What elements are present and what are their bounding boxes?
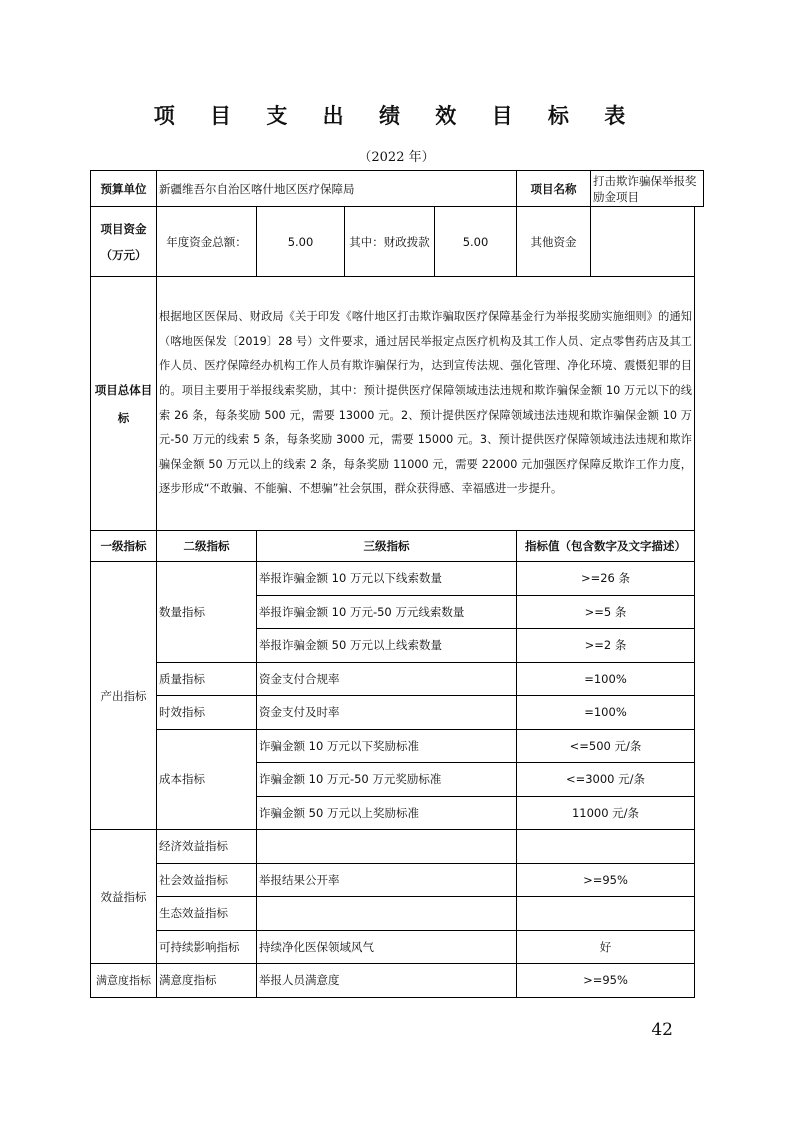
benefit-label: 效益指标 xyxy=(91,830,157,964)
budget-unit-value: 新疆维吾尔自治区喀什地区医疗保障局 xyxy=(157,171,517,207)
budget-unit-row xyxy=(91,171,704,207)
output-label: 产出指标 xyxy=(91,562,157,830)
level3-header: 三级指标 xyxy=(257,531,517,562)
quantity-label: 数量指标 xyxy=(157,562,257,663)
indicator-name xyxy=(257,830,517,864)
indicator-value: =100% xyxy=(517,696,695,730)
indicator-value: >=5 条 xyxy=(517,595,695,629)
table-row xyxy=(91,897,704,931)
funds-label-line1: 项目资金 xyxy=(100,221,147,236)
table-row xyxy=(91,729,704,763)
table-row xyxy=(91,562,704,596)
indicator-name: 持续净化医保领域风气 xyxy=(257,930,517,964)
satisfaction-label: 满意度指标 xyxy=(91,964,157,998)
goal-label: 项目总体目标 xyxy=(91,277,157,531)
benefit-level2: 社会效益指标 xyxy=(157,863,257,897)
year-label: （2022 年） xyxy=(358,150,435,165)
indicator-name: 诈骗金额 10 万元以下奖励标准 xyxy=(257,729,517,763)
funds-other-value xyxy=(591,207,695,277)
page-title: 项 目 支 出 绩 效 目 标 表 xyxy=(153,104,640,128)
table-row xyxy=(91,964,704,998)
indicator-value: >=26 条 xyxy=(517,562,695,596)
page-number: 42 xyxy=(651,1020,673,1040)
goal-text: 根据地区医保局、财政局《关于印发《喀什地区打击欺诈骗取医疗保障基金行为举报奖励实施细则》的通知（喀地医保发〔2019〕28 号）文件要求，通过居民举报定点医疗机构及其工作人员、定点零售药店及其工作人员、医疗保障经办机构工作人员有欺诈骗保行为，达到宣传法规、强化管理、净化环境、震慑犯罪的目的。项目主要用于举报线索奖励，其中：预计提供医疗保障领域违法违规和欺诈骗保金额 10 万元以下的线索 26 条，每条奖励 500 元，需要 13000 元。2、预计提供医疗保障领域违法违规和欺诈骗保金额 10 万元-50 万元的线索 5 条，每条奖励 3000 元，需要 15000 元。3、预计提供医疗保障领域违法违规和欺诈骗保金额 50 万元以上的线索 2 条，每条奖励 11000 元，需要 22000 元加强医疗保障反欺诈工作力度，逐步形成“不敢骗、不能骗、不想骗”社会氛围，群众获得感、幸福感进一步提升。 xyxy=(157,277,695,531)
indicator-value xyxy=(517,897,695,931)
indicator-value: 11000 元/条 xyxy=(517,796,695,830)
funds-label-line2: （万元） xyxy=(100,247,147,262)
indicator-name xyxy=(257,897,517,931)
funds-fiscal-value: 5.00 xyxy=(435,207,517,277)
table-row xyxy=(91,662,704,696)
table-row xyxy=(91,696,704,730)
quality-label: 质量指标 xyxy=(157,662,257,696)
project-name-label: 项目名称 xyxy=(517,171,591,207)
indicator-value xyxy=(517,830,695,864)
indicator-name: 诈骗金额 10 万元-50 万元奖励标准 xyxy=(257,763,517,797)
value-header: 指标值（包含数字及文字描述） xyxy=(517,531,695,562)
funds-total-value: 5.00 xyxy=(257,207,345,277)
level2-header: 二级指标 xyxy=(157,531,257,562)
budget-unit-label: 预算单位 xyxy=(91,171,157,207)
indicator-name: 举报诈骗金额 10 万元-50 万元线索数量 xyxy=(257,595,517,629)
indicator-value: >=95% xyxy=(517,863,695,897)
indicator-value: 好 xyxy=(517,930,695,964)
indicator-name: 举报诈骗金额 10 万元以下线索数量 xyxy=(257,562,517,596)
indicator-header-row xyxy=(91,531,704,562)
benefit-level2: 经济效益指标 xyxy=(157,830,257,864)
indicator-name: 资金支付及时率 xyxy=(257,696,517,730)
indicator-name: 举报诈骗金额 50 万元以上线索数量 xyxy=(257,629,517,663)
indicator-name: 举报人员满意度 xyxy=(257,964,517,998)
funds-row xyxy=(91,207,704,277)
satisfaction-level2: 满意度指标 xyxy=(157,964,257,998)
indicator-value: <=500 元/条 xyxy=(517,729,695,763)
indicator-value: <=3000 元/条 xyxy=(517,763,695,797)
cost-label: 成本指标 xyxy=(157,729,257,830)
timeliness-label: 时效指标 xyxy=(157,696,257,730)
benefit-level2: 可持续影响指标 xyxy=(157,930,257,964)
benefit-level2: 生态效益指标 xyxy=(157,897,257,931)
table-row xyxy=(91,830,704,864)
indicator-value: >=2 条 xyxy=(517,629,695,663)
funds-total-label: 年度资金总额： xyxy=(157,207,257,277)
indicator-name: 资金支付合规率 xyxy=(257,662,517,696)
indicator-value: >=95% xyxy=(517,964,695,998)
goal-row xyxy=(91,277,704,531)
funds-fiscal-label: 其中：财政拨款 xyxy=(345,207,435,277)
indicator-name: 举报结果公开率 xyxy=(257,863,517,897)
performance-table xyxy=(90,170,704,998)
table-row xyxy=(91,863,704,897)
funds-label xyxy=(91,207,157,277)
funds-other-label: 其他资金 xyxy=(517,207,591,277)
indicator-value: =100% xyxy=(517,662,695,696)
indicator-name: 诈骗金额 50 万元以上奖励标准 xyxy=(257,796,517,830)
level1-header: 一级指标 xyxy=(91,531,157,562)
table-row xyxy=(91,930,704,964)
project-name-value: 打击欺诈骗保举报奖励金项目 xyxy=(591,171,704,207)
